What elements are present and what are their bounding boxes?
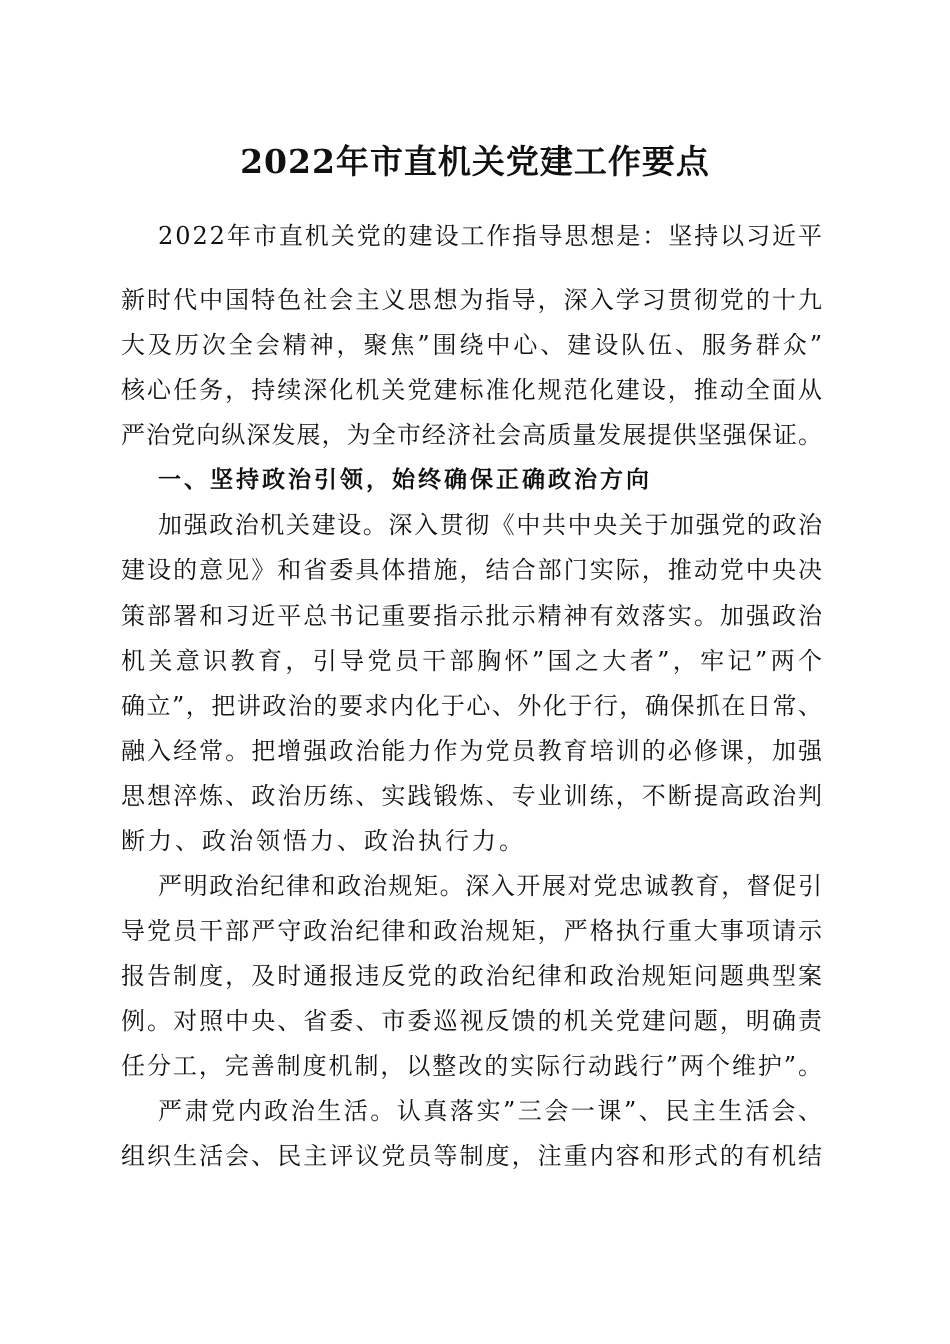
line-text: 2022年市直机关党的建设工作指导思想是：坚持以习近平 — [158, 222, 824, 250]
line-text: 严治党向纵深发展，为全市经济社会高质量发展提供坚强保证。 — [121, 421, 824, 449]
line-text: 断力、政治领悟力、政治执行力。 — [121, 827, 526, 855]
line-text: 融入经常。把增强政治能力作为党员教育培训的必修课，加强 — [121, 737, 825, 765]
line-text: 大及历次全会精神，聚焦”围绕中心、建设队伍、服务群众” — [121, 331, 825, 359]
line-text: 严肃党内政治生活。认真落实”三会一课”、民主生活会、 — [158, 1097, 825, 1125]
line-text: 机关意识教育，引导党员干部胸怀”国之大者”，牢记”两个 — [121, 647, 826, 675]
body-line — [0, 866, 950, 906]
body-line — [0, 280, 950, 320]
line-text: 加强政治机关建设。深入贯彻《中共中央关于加强党的政治 — [158, 511, 824, 539]
body-line — [0, 776, 950, 816]
body-line — [0, 821, 950, 861]
line-text: 组织生活会、民主评议党员等制度，注重内容和形式的有机结 — [121, 1142, 825, 1170]
body-line — [0, 325, 950, 365]
heading-text: 一、坚持政治引领，始终确保正确政治方向 — [158, 467, 652, 493]
body-line — [0, 1091, 950, 1131]
line-text: 报告制度，及时通报违反党的政治纪律和政治规矩问题典型案 — [121, 962, 825, 990]
document-title: 2022年市直机关党建工作要点 — [240, 142, 710, 181]
line-text: 严明政治纪律和政治规矩。深入开展对党忠诚教育，督促引 — [158, 872, 824, 900]
body-line — [0, 641, 950, 681]
line-text: 策部署和习近平总书记重要指示批示精神有效落实。加强政治 — [121, 602, 825, 630]
body-line — [0, 956, 950, 996]
body-line — [0, 911, 950, 951]
body-line — [0, 1046, 950, 1086]
line-text: 例。对照中央、省委、市委巡视反馈的机关党建问题，明确责 — [121, 1007, 825, 1035]
body-line — [0, 216, 950, 256]
section-heading — [0, 460, 950, 500]
line-text: 确立”，把讲政治的要求内化于心、外化于行，确保抓在日常、 — [121, 692, 824, 720]
body-line — [0, 731, 950, 771]
body-line — [0, 596, 950, 636]
line-text: 建设的意见》和省委具体措施，结合部门实际，推动党中央决 — [121, 556, 825, 584]
line-text: 思想淬炼、政治历练、实践锻炼、专业训练，不断提高政治判 — [121, 782, 825, 810]
body-line — [0, 370, 950, 410]
line-text: 核心任务，持续深化机关党建标准化规范化建设，推动全面从 — [121, 376, 825, 404]
line-text: 导党员干部严守政治纪律和政治规矩，严格执行重大事项请示 — [121, 917, 825, 945]
line-text: 新时代中国特色社会主义思想为指导，深入学习贯彻党的十九 — [121, 286, 825, 314]
body-line — [0, 686, 950, 726]
body-line — [0, 415, 950, 455]
line-text: 任分工，完善制度机制，以整改的实际行动践行”两个维护”。 — [121, 1052, 824, 1080]
body-line — [0, 1136, 950, 1176]
body-line — [0, 550, 950, 590]
body-line — [0, 505, 950, 545]
body-line — [0, 1001, 950, 1041]
